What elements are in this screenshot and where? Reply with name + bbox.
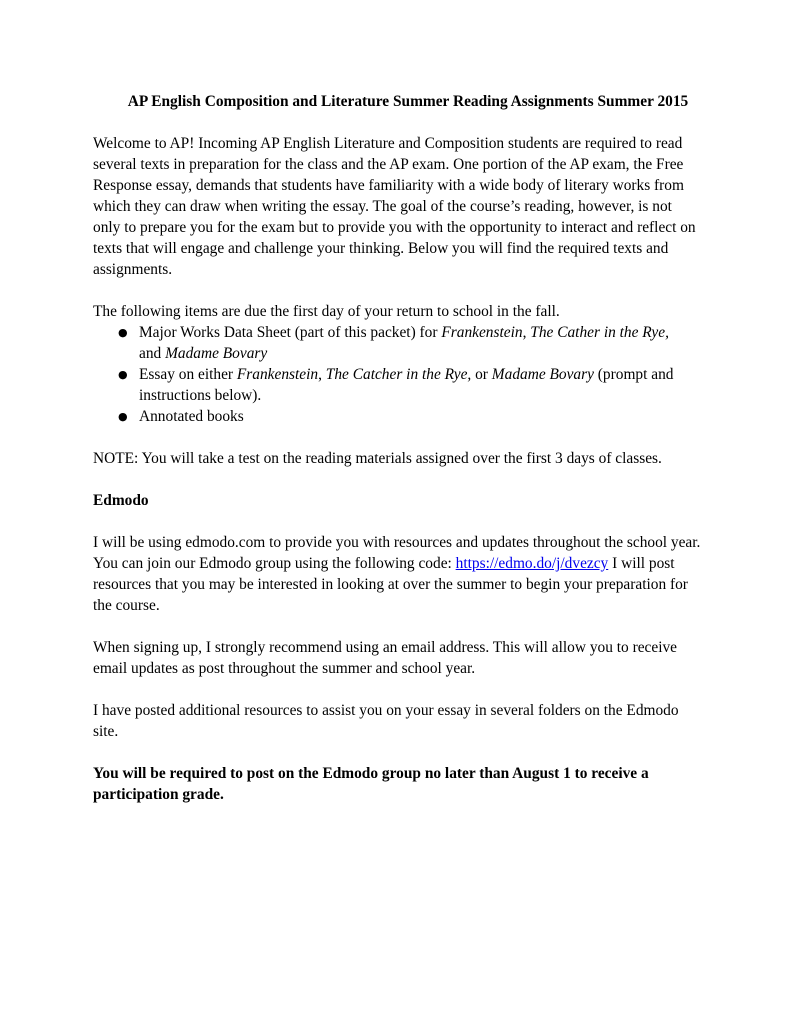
book-title: Frankenstein [236, 366, 319, 383]
document-title: AP English Composition and Literature Summer Reading Assignments Summer 2015 [127, 93, 689, 110]
list-item [93, 364, 703, 406]
edmodo-text: I will post resources that you may be interested in looking at over the summer to begin your preparation for the course. [93, 555, 688, 614]
item-separator: , [522, 324, 531, 341]
book-title: Madame Bovary [165, 345, 268, 362]
item-text: Annotated books [139, 408, 244, 425]
book-title: The Catcher in the Rye, [325, 366, 472, 383]
item-text: (prompt and instructions below). [139, 366, 674, 404]
list-item [93, 322, 703, 364]
edmodo-heading: Edmodo [93, 492, 149, 509]
edmodo-text: I will be using edmodo.com to provide you with resources and updates throughout the school year. You can join our Edmodo group using the following code: [93, 534, 701, 572]
resources-paragraph: I have posted additional resources to assist you on your essay in several folders on the Edmodo site. [93, 702, 679, 740]
due-items-list [93, 322, 703, 427]
book-title: Frankenstein [441, 324, 523, 341]
item-separator: and [139, 345, 166, 362]
document-page [93, 91, 703, 805]
due-items-intro: The following items are due the first day of your return to school in the fall. [93, 303, 560, 320]
list-item [93, 406, 703, 427]
edmodo-group-link[interactable]: https://edmo.do/j/dvezcy [455, 555, 609, 572]
edmodo-paragraph [93, 532, 703, 616]
test-note: NOTE: You will take a test on the reading materials assigned over the first 3 days of classes. [93, 450, 662, 467]
book-title: The Cather in the Rye, [530, 324, 669, 341]
item-separator: , [318, 366, 326, 383]
bullet-icon: ● [118, 410, 128, 423]
item-text: Major Works Data Sheet (part of this packet) for [139, 324, 442, 341]
item-text: Essay on either [139, 366, 237, 383]
signup-paragraph: When signing up, I strongly recommend using an email address. This will allow you to receive email updates as post throughout the summer and school year. [93, 639, 678, 677]
participation-requirement: You will be required to post on the Edmodo group no later than August 1 to receive a participation grade. [93, 765, 649, 803]
item-separator: or [471, 366, 492, 383]
book-title: Madame Bovary [491, 366, 594, 383]
intro-paragraph: Welcome to AP! Incoming AP English Literature and Composition students are required to read several texts in preparation for the class and the AP exam. One portion of the AP exam, the Free Response essay, demands that students have familiarity with a wide body of literary works from which they can draw when writing the essay. The goal of the course’s reading, however, is not only to prepare you for the exam but to provide you with the opportunity to interact and reflect on texts that will engage and challenge your thinking. Below you will find the required texts and assignments. [93, 135, 696, 278]
bullet-icon: ● [118, 368, 128, 381]
bullet-icon: ● [118, 326, 128, 339]
